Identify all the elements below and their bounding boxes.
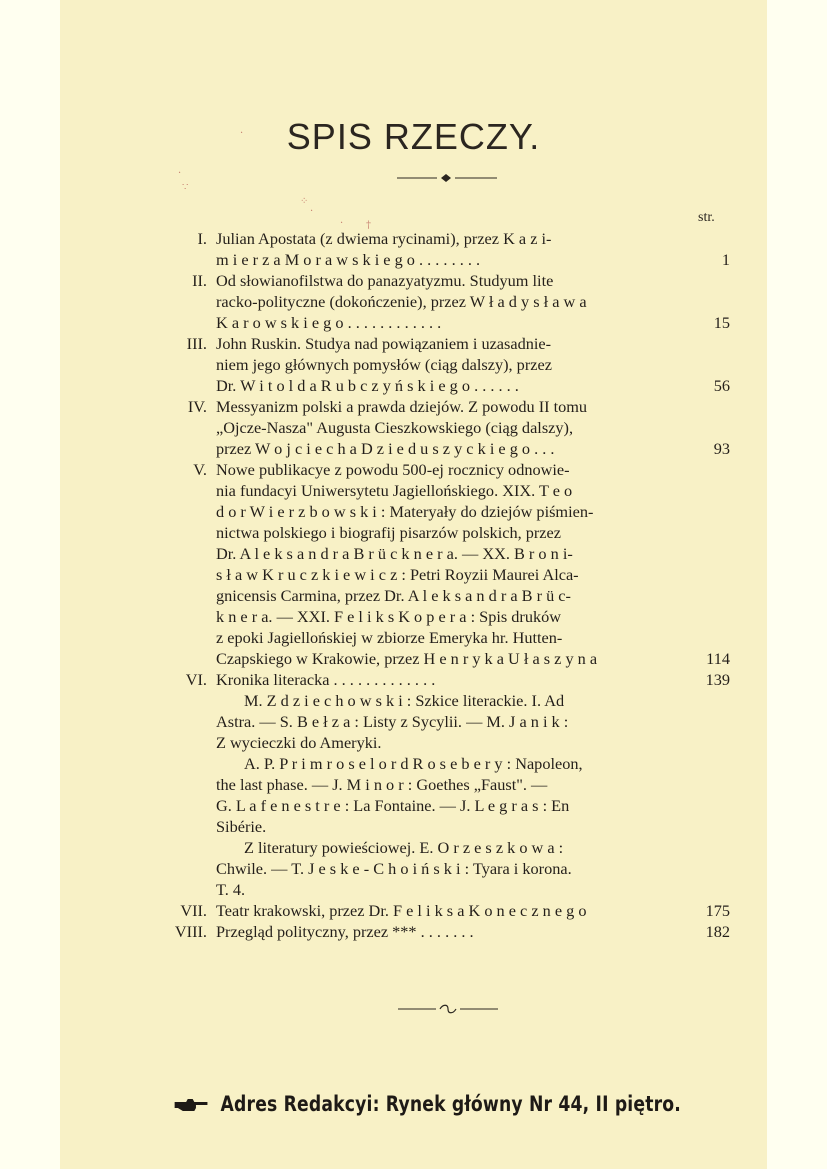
entry-line: nia fundacyi Uniwersytetu Jagiellońskiego. XIX. T e o: [216, 481, 573, 500]
entry-line: z epoki Jagiellońskiej w zbiorze Emeryka hr. Hutten-: [216, 628, 563, 647]
kronika-paragraph: [216, 837, 694, 900]
entry-number: VIII.: [174, 922, 207, 941]
entry-line: T. 4.: [216, 880, 246, 899]
entry-number: III.: [186, 334, 207, 353]
entry-line: Julian Apostata (z dwiema rycinami), przez K a z i-: [216, 229, 552, 248]
entry-line: G. L a f e n e s t r e : La Fontaine. — J. L e g r a s : En: [216, 796, 570, 815]
entry-page: 182: [705, 922, 730, 941]
toc-entry: [160, 669, 730, 690]
entry-line: niem jego głównych pomysłów (ciąg dalszy), przez: [216, 355, 552, 374]
entry-line: M. Z d z i e c h o w s k i : Szkice literackie. I. Ad: [244, 691, 565, 710]
entry-line: Z literatury powieściowej. E. O r z e s z k o w a :: [244, 838, 564, 857]
entry-line: k n e r a. — XXI. F e l i k s K o p e r a : Spis druków: [216, 607, 562, 626]
toc-entry: [160, 921, 730, 942]
entry-line: John Ruskin. Studya nad powiązaniem i uzasadnie-: [216, 334, 552, 353]
entry-line: Chwile. — T. J e s k e - C h o i ń s k i : Tyara i korona.: [216, 859, 572, 878]
toc-entry: [160, 396, 730, 459]
entry-line: nictwa polskiego i biografij pisarzów polskich, przez: [216, 523, 561, 542]
entry-line: Astra. — S. B e ł z a : Listy z Sycylii. — M. J a n i k :: [216, 712, 569, 731]
entry-line: Dr. A l e k s a n d r a B r ü c k n e r a. — XX. B r o n i-: [216, 544, 573, 563]
entry-line: „Ojcze-Nasza" Augusta Cieszkowskiego (ciąg dalszy),: [216, 418, 574, 437]
entry-number: IV.: [187, 397, 207, 416]
entry-line: racko-polityczne (dokończenie), przez W ł a d y s ł a w a: [216, 292, 587, 311]
entry-number: I.: [197, 229, 207, 248]
entry-line: Sibérie.: [216, 817, 267, 836]
editorial-address: [173, 1092, 681, 1116]
entry-line: s ł a w K r u c z k i e w i c z : Petri Royzii Maurei Alca-: [216, 565, 579, 584]
entry-line: Nowe publikacye z powodu 500-ej rocznicy odnowie-: [216, 460, 570, 479]
kronika-subsection: [160, 690, 730, 900]
toc-entry: [160, 270, 730, 333]
entry-line: Czapskiego w Krakowie, przez H e n r y k a U ł a s z y n a: [216, 649, 598, 668]
entry-line: Z wycieczki do Ameryki.: [216, 733, 382, 752]
entry-line: K a r o w s k i e g o . . . . . . . . . . . .: [216, 313, 442, 332]
entry-line: przez W o j c i e c h a D z i e d u s z y c k i e g o . . .: [216, 439, 555, 458]
entry-line: Przegląd polityczny, przez *** . . . . . . .: [216, 922, 474, 941]
kronika-paragraph: [216, 753, 694, 837]
entry-line: gnicensis Carmina, przez Dr. A l e k s a n d r a B r ü c-: [216, 586, 571, 605]
kronika-paragraph: [216, 690, 694, 753]
entry-number: V.: [193, 460, 207, 479]
entry-number: VI.: [185, 670, 207, 689]
pointing-hand-icon: [173, 1096, 209, 1114]
entry-page: 1: [721, 250, 730, 269]
entry-line: m i e r z a M o r a w s k i e g o . . . . . . . .: [216, 250, 481, 269]
entry-line: Od słowianofilstwa do panazyatyzmu. Studyum lite: [216, 271, 554, 290]
entry-line: Kronika literacka . . . . . . . . . . . . .: [216, 670, 436, 689]
entry-page: 93: [713, 439, 730, 458]
entry-line: A. P. P r i m r o s e l o r d R o s e b e r y : Napoleon,: [244, 754, 583, 773]
toc-entry: [160, 333, 730, 396]
entry-page: 175: [705, 901, 730, 920]
entry-line: Teatr krakowski, przez Dr. F e l i k s a K o n e c z n e g o: [216, 901, 587, 920]
toc-entry: [160, 228, 730, 270]
toc-entry: [160, 459, 730, 669]
page-title: SPIS RZECZY.: [286, 116, 541, 157]
ornament-divider-top: [397, 171, 497, 185]
entry-line: d o r W i e r z b o w s k i : Materyały do dziejów piśmien-: [216, 502, 594, 521]
table-of-contents: [160, 228, 730, 942]
entry-page: 15: [713, 313, 730, 332]
entry-number: II.: [192, 271, 207, 290]
entry-number: VII.: [180, 901, 207, 920]
entry-line: Messyanizm polski a prawda dziejów. Z powodu II tomu: [216, 397, 588, 416]
page-column-label: str.: [698, 210, 715, 225]
entry-page: 56: [713, 376, 730, 395]
entry-page: 139: [705, 670, 730, 689]
entry-line: Dr. W i t o l d a R u b c z y ń s k i e g o . . . . . .: [216, 376, 519, 395]
entry-page: 114: [706, 649, 730, 668]
ornament-divider-bottom: [398, 1002, 498, 1016]
toc-entry: [160, 900, 730, 921]
entry-line: the last phase. — J. M i n o r : Goethes „Faust". —: [216, 775, 548, 794]
footer-text: Adres Redakcyi: Rynek główny Nr 44, II piętro.: [220, 1092, 681, 1116]
